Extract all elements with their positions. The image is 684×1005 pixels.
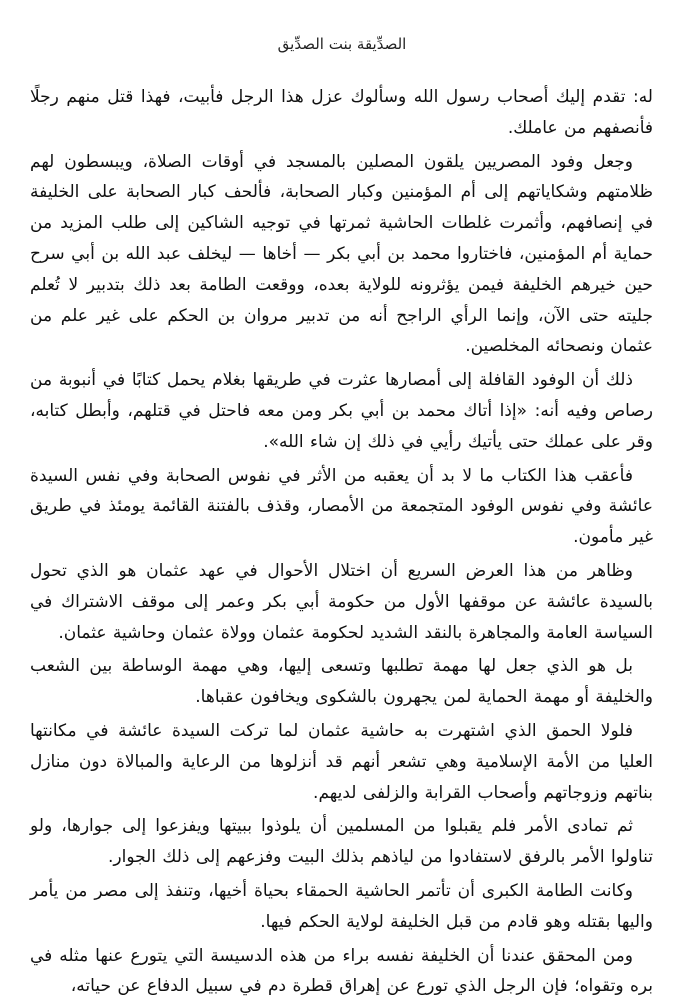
body-text xyxy=(30,82,653,1005)
running-header: الصدِّيقة بنت الصدِّيق xyxy=(277,35,407,53)
paragraph-9: وكانت الطامة الكبرى أن تأتمر الحاشية الحمقاء بحياة أخيها، وتنفذ إلى مصر من يأمر واليها بقتله وهو قادم من قبل الخليفة لولاية الحكم فيها. xyxy=(30,880,653,932)
paragraph-1: له: تقدم إليك أصحاب رسول الله وسألوك عزل هذا الرجل فأبيت، فهذا قتل منهم رجلًا فأنصفهم من عاملك. xyxy=(30,87,653,138)
paragraph-7: فلولا الحمق الذي اشتهرت به حاشية عثمان لما تركت السيدة عائشة في مكانتها العليا من الأمة الإسلامية وهي تشعر أنهم قد أنزلوها من الرعاية والمبالاة دون منازل بناتهم وزوجاتهم وأصحاب القرابة والزلفى لديهم. xyxy=(30,720,653,803)
paragraph-4: فأعقب هذا الكتاب ما لا بد أن يعقبه من الأثر في نفوس الصحابة وفي نفس السيدة عائشة وفي نفوس الوفود المتجمعة من الأمصار، وقذف بالفتنة القائمة يومئذ في طريق غير مأمون. xyxy=(30,465,653,548)
paragraph-2: وجعل وفود المصريين يلقون المصلين بالمسجد في أوقات الصلاة، ويبسطون لهم ظلامتهم وشكاياتهم إلى أم المؤمنين وكبار الصحابة، فألحف كبار الصحابة على الخليفة في إنصافهم، وأثمرت غلطات الحاشية ثمرتها في توجيه الشاكين إلى طلب المزيد من حماية أم المؤمنين، فاختاروا محمد بن أبي بكر — أخاها — ليخلف عبد الله بن أبي سرح حين خيرهم الخليفة فيمن يؤثرونه للولاية بعده، ووقعت الطامة بعد ذلك بتدبير لا تُعلم جليته حتى الآن، وإنما الرأي الراجح أنه من تدبير مروان بن الحكم على غير علم من عثمان ونصحائه المخلصين. xyxy=(30,151,653,357)
paragraph-10: ومن المحقق عندنا أن الخليفة نفسه براء من هذه الدسيسة التي يتورع عنها مثله في بره وتقواه؛ فإن الرجل الذي تورع عن إهراق قطرة دم في سبيل الدفاع عن حياته، xyxy=(30,945,653,997)
paragraph-6: بل هو الذي جعل لها مهمة تطلبها وتسعى إليها، وهي مهمة الوساطة بين الشعب والخليفة أو مهمة الحماية لمن يجهرون بالشكوى ويخافون عقباها. xyxy=(30,656,653,708)
paragraph-3: ذلك أن الوفود القافلة إلى أمصارها عثرت في طريقها بغلام يحمل كتابًا في أنبوبة من رصاص وفيه أنه: «إذا أتاك محمد بن أبي بكر ومن معه فاحتل في قتلهم، وأبطل كتابه، وقر على عملك حتى يأتيك رأيي في ذلك إن شاء الله». xyxy=(30,370,653,452)
paragraph-5: وظاهر من هذا العرض السريع أن اختلال الأحوال في عهد عثمان هو الذي تحول بالسيدة عائشة عن موقفها الأول من حكومة أبي بكر وعمر إلى موقف الاشتراك في السياسة العامة والمجاهرة بالنقد الشديد لحكومة عثمان وولاة عثمان وحاشية عثمان. xyxy=(30,560,653,643)
paragraph-8: ثم تمادى الأمر فلم يقبلوا من المسلمين أن يلوذوا ببيتها ويفزعوا إلى جوارها، ولو تناولوا الأمر بالرفق لاستفادوا من لياذهم بذلك البيت وفزعهم إلى ذلك الجوار. xyxy=(30,816,653,868)
